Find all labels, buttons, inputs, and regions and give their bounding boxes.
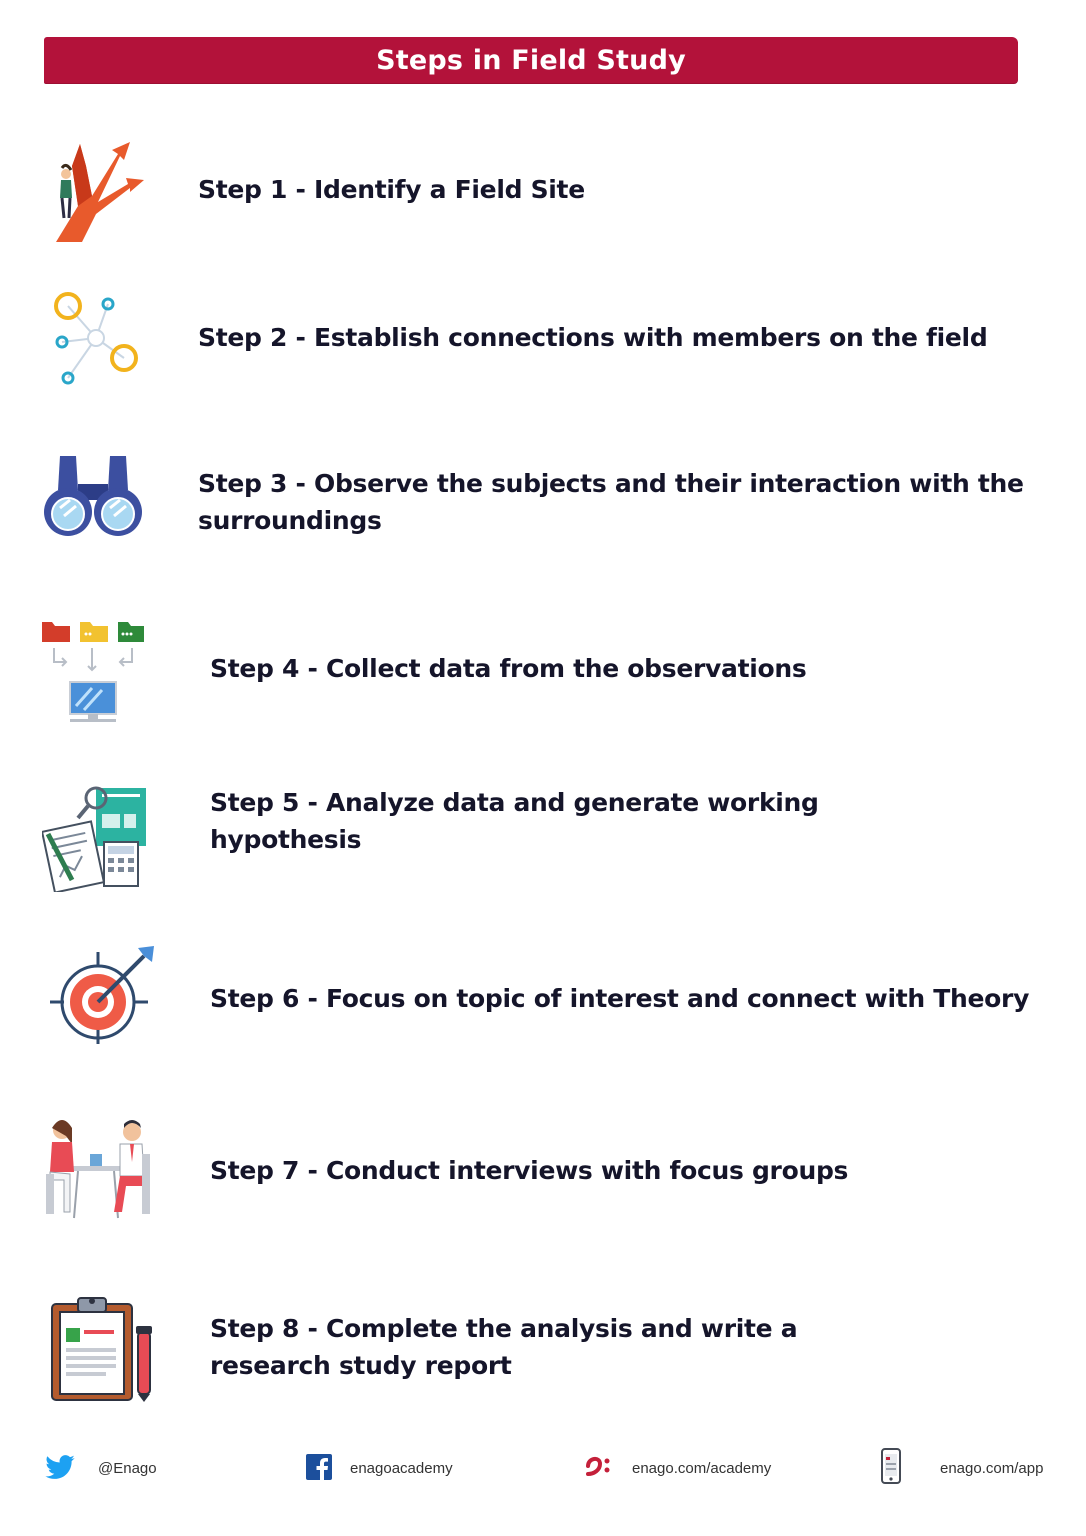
facebook-icon [306,1454,332,1480]
step-1-label: Step 1 - Identify a Field Site [198,175,585,204]
facebook-handle: enagoacademy [350,1460,453,1477]
folders-to-computer-icon [40,614,146,724]
network-nodes-icon [46,286,146,390]
step-4-label: Step 4 - Collect data from the observations [210,654,807,683]
footer-facebook[interactable] [306,1448,476,1488]
data-analysis-icon [42,784,150,892]
interview-meeting-icon [40,1114,154,1224]
step-8-label: Step 8 - Complete the analysis and write a research study report [210,1314,798,1380]
binoculars-icon [44,450,142,540]
step-6-label: Step 6 - Focus on topic of interest and connect with Theory [210,984,1030,1013]
enago-logo-icon [584,1452,612,1480]
footer-twitter[interactable] [44,1448,184,1488]
academy-link: enago.com/academy [632,1460,772,1477]
step-7-label: Step 7 - Conduct interviews with focus groups [210,1156,849,1185]
twitter-icon [44,1454,76,1482]
clipboard-report-icon [48,1292,162,1404]
twitter-handle: @Enago [98,1460,157,1477]
crossroads-arrows-icon [48,136,148,246]
page-title: Steps in Field Study [376,44,686,76]
footer-app[interactable] [880,1448,1060,1488]
footer-academy[interactable] [584,1448,784,1488]
step-5-label: Step 5 - Analyze data and generate working hypothesis [210,788,819,854]
mobile-phone-icon [880,1448,902,1484]
title-banner [44,37,1018,83]
app-link: enago.com/app [940,1460,1044,1477]
target-arrow-icon [48,944,158,1054]
step-2-label: Step 2 - Establish connections with members on the field [198,323,988,352]
step-3-label: Step 3 - Observe the subjects and their interaction with the surroundings [198,469,1024,535]
